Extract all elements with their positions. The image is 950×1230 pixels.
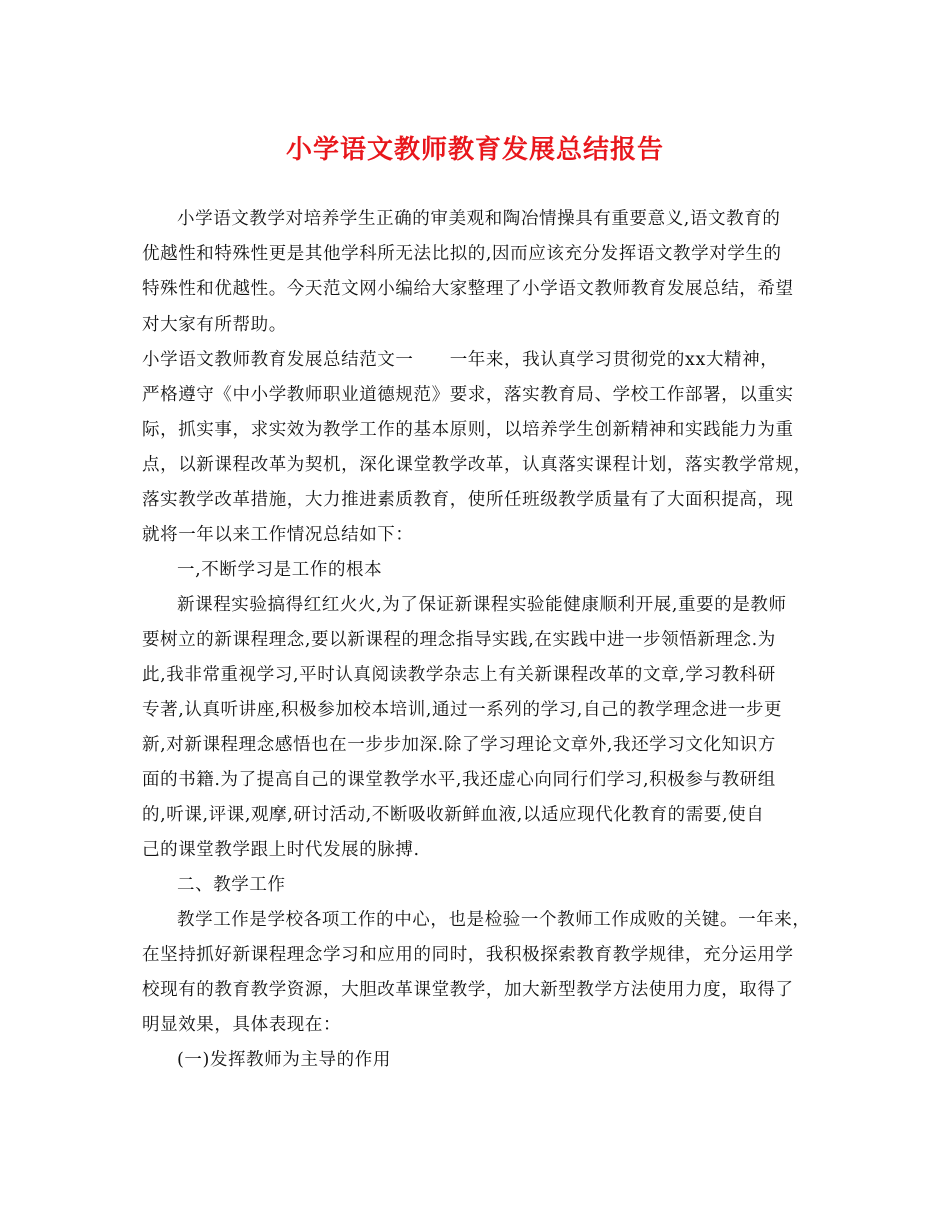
body-line: 教学工作是学校各项工作的中心，也是检验一个教师工作成败的关键。一年来， [177,910,811,930]
subsection-heading: (一)发挥教师为主导的作用 [177,1050,391,1070]
body-line: 此,我非常重视学习,平时认真阅读教学杂志上有关新课程改革的文章,学习教科研 [142,665,776,685]
body-line: 新,对新课程理念感悟也在一步步加深.除了学习理论文章外,我还学习文化知识方 [142,735,776,755]
body-line: 小学语文教学对培养学生正确的审美观和陶冶情操具有重要意义,语文教育的 [177,209,781,229]
body-line: 严格遵守《中小学教师职业道德规范》要求，落实教育局、学校工作部署，以重实 [142,385,794,405]
body-line: 面的书籍.为了提高自己的课堂教学水平,我还虚心向同行们学习,积极参与教研组 [142,770,776,790]
body-line: 落实教学改革措施，大力推进素质教育，使所任班级教学质量有了大面积提高，现 [142,490,794,510]
body-line: 专著,认真听讲座,积极参加校本培训,通过一系列的学习,自己的教学理念进一步更 [142,700,783,720]
body-line: 对大家有所帮助。 [142,315,287,335]
body-line: 就将一年以来工作情况总结如下： [142,525,414,545]
body-line: 特殊性和优越性。今天范文网小编给大家整理了小学语文教师教育发展总结，希望 [142,279,794,299]
body-line: 的,听课,评课,观摩,研讨活动,不断吸收新鲜血液,以适应现代化教育的需要,使自 [142,805,765,825]
body-line: 己的课堂教学跟上时代发展的脉搏. [142,840,420,860]
body-line: 际，抓实事，求实效为教学工作的基本原则，以培养学生创新精神和实践能力为重 [142,420,794,440]
body-line: 要树立的新课程理念,要以新课程的理念指导实践,在实践中进一步领悟新理念.为 [142,630,776,650]
body-line: 校现有的教育教学资源，大胆改革课堂教学，加大新型教学方法使用力度，取得了 [142,980,794,1000]
body-line: 优越性和特殊性更是其他学科所无法比拟的,因而应该充分发挥语文教学对学生的 [142,244,782,264]
section-heading: 一,不断学习是工作的根本 [177,560,383,580]
body-line: 在坚持抓好新课程理念学习和应用的同时，我积极探索教育教学规律，充分运用学 [142,945,794,965]
body-line: 小学语文教师教育发展总结范文一 一年来，我认真学习贯彻党的xx大精神， [142,350,779,370]
body-line: 新课程实验搞得红红火火,为了保证新课程实验能健康顺利开展,重要的是教师 [177,595,787,615]
body-line: 点，以新课程改革为契机，深化课堂教学改革，认真落实课程计划，落实教学常规， [142,455,812,475]
body-line: 明显效果，具体表现在： [142,1015,342,1035]
section-heading: 二、教学工作 [177,875,286,895]
page-title: 小学语文教师教育发展总结报告 [285,135,664,165]
